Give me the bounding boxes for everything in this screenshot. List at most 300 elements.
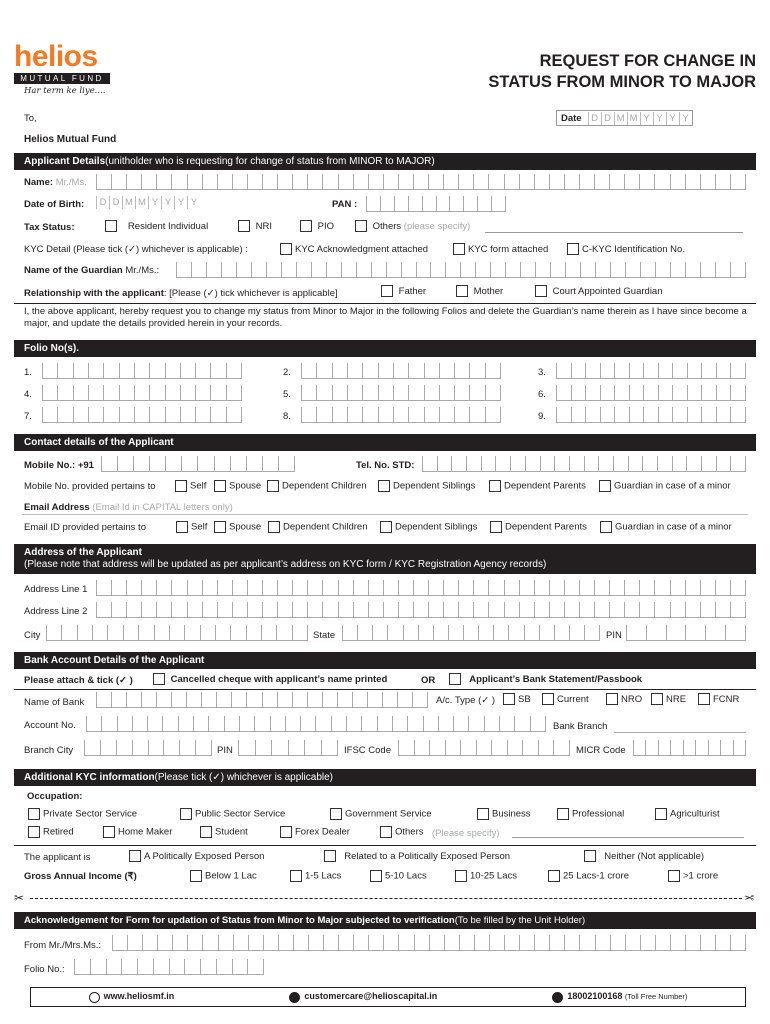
checkbox[interactable] <box>176 521 188 533</box>
folio-input[interactable] <box>42 407 242 423</box>
char-box[interactable] <box>519 580 534 596</box>
char-box[interactable] <box>609 580 624 596</box>
char-box[interactable] <box>331 716 346 732</box>
char-box[interactable] <box>564 935 579 951</box>
char-box[interactable] <box>236 262 251 278</box>
char-box[interactable] <box>624 174 639 190</box>
char-box[interactable] <box>700 580 715 596</box>
char-box[interactable] <box>584 456 599 472</box>
char-box[interactable] <box>149 363 164 379</box>
char-box[interactable] <box>171 174 186 190</box>
char-box[interactable] <box>639 174 654 190</box>
char-box[interactable] <box>438 716 453 732</box>
char-box[interactable] <box>193 716 208 732</box>
char-box[interactable] <box>428 174 443 190</box>
char-box[interactable] <box>418 625 433 641</box>
char-box[interactable] <box>262 174 277 190</box>
char-box[interactable] <box>534 580 549 596</box>
char-box[interactable] <box>504 602 519 618</box>
char-box[interactable] <box>393 407 408 423</box>
char-box[interactable] <box>195 407 210 423</box>
char-box[interactable] <box>304 740 321 756</box>
char-box[interactable] <box>473 580 488 596</box>
char-box[interactable] <box>201 692 216 708</box>
char-box[interactable] <box>398 935 413 951</box>
char-box[interactable] <box>377 716 392 732</box>
char-box[interactable] <box>281 262 296 278</box>
char-box[interactable] <box>579 580 594 596</box>
char-box[interactable] <box>413 174 428 190</box>
char-box[interactable] <box>353 174 368 190</box>
char-box[interactable] <box>549 174 564 190</box>
char-box[interactable] <box>292 602 307 618</box>
char-box[interactable] <box>408 385 423 401</box>
char-box[interactable] <box>670 174 685 190</box>
checkbox[interactable] <box>105 220 117 232</box>
char-box[interactable] <box>126 580 141 596</box>
char-box[interactable] <box>352 692 367 708</box>
char-box[interactable] <box>96 602 111 618</box>
checkbox-option[interactable] <box>176 521 207 533</box>
char-box[interactable] <box>276 625 291 641</box>
char-box[interactable] <box>554 625 569 641</box>
char-box[interactable] <box>90 959 106 975</box>
char-box[interactable] <box>477 196 491 212</box>
ac-nro[interactable]: NRO <box>606 693 642 705</box>
char-box[interactable] <box>117 716 132 732</box>
char-box[interactable] <box>565 262 580 278</box>
char-box[interactable] <box>301 363 316 379</box>
char-box[interactable] <box>307 174 322 190</box>
char-box[interactable] <box>316 363 331 379</box>
char-box[interactable] <box>215 625 230 641</box>
checkbox-option[interactable] <box>268 521 368 533</box>
char-box[interactable] <box>132 740 148 756</box>
cheque-option[interactable]: Cancelled cheque with applicant’s name printed <box>153 673 387 685</box>
name-input[interactable] <box>96 174 746 190</box>
char-box[interactable] <box>73 407 88 423</box>
char-box[interactable] <box>138 625 153 641</box>
checkbox-option[interactable] <box>190 870 257 882</box>
checkbox[interactable] <box>370 870 382 882</box>
checkbox-option[interactable] <box>180 808 285 820</box>
char-box[interactable] <box>646 625 666 641</box>
char-box[interactable] <box>429 740 445 756</box>
char-box[interactable] <box>585 385 600 401</box>
tax-nri[interactable]: NRI <box>238 220 272 232</box>
checkbox[interactable] <box>28 808 40 820</box>
char-box[interactable] <box>730 602 745 618</box>
char-box[interactable] <box>371 262 386 278</box>
footer-phone[interactable]: 18002100168 (Toll Free Number) <box>552 991 687 1002</box>
char-box[interactable] <box>519 602 534 618</box>
char-box[interactable] <box>478 625 493 641</box>
pan-input[interactable] <box>366 196 506 212</box>
char-box[interactable] <box>57 363 72 379</box>
char-box[interactable] <box>171 692 186 708</box>
char-box[interactable] <box>600 385 615 401</box>
checkbox-option[interactable] <box>267 480 367 492</box>
checkbox[interactable] <box>477 808 489 820</box>
char-box[interactable] <box>730 407 745 423</box>
folio-input[interactable] <box>556 385 746 401</box>
char-box[interactable] <box>301 407 316 423</box>
char-box[interactable] <box>730 580 745 596</box>
char-box[interactable] <box>408 407 423 423</box>
char-box[interactable] <box>595 935 610 951</box>
char-box[interactable] <box>322 580 337 596</box>
char-box[interactable] <box>422 196 436 212</box>
checkbox-option[interactable] <box>455 870 517 882</box>
char-box[interactable] <box>687 385 702 401</box>
char-box[interactable] <box>368 580 383 596</box>
char-box[interactable] <box>156 602 171 618</box>
char-box[interactable] <box>292 174 307 190</box>
folio-input[interactable] <box>42 385 242 401</box>
checkbox[interactable] <box>267 480 279 492</box>
char-box[interactable] <box>549 935 564 951</box>
char-box[interactable] <box>700 935 715 951</box>
char-box[interactable] <box>292 692 307 708</box>
char-box[interactable] <box>184 625 199 641</box>
ack-from-input[interactable] <box>112 935 746 951</box>
char-box[interactable] <box>730 262 745 278</box>
char-box[interactable] <box>520 262 535 278</box>
char-box[interactable] <box>458 580 473 596</box>
char-box[interactable] <box>715 935 730 951</box>
dob-input[interactable]: D D M M Y Y Y Y <box>96 196 200 209</box>
char-box[interactable] <box>181 456 197 472</box>
char-box[interactable] <box>424 407 439 423</box>
char-box[interactable] <box>153 959 169 975</box>
char-box[interactable] <box>292 625 307 641</box>
char-box[interactable] <box>149 407 164 423</box>
char-box[interactable] <box>594 580 609 596</box>
char-box[interactable] <box>103 385 118 401</box>
char-box[interactable] <box>643 363 658 379</box>
checkbox[interactable] <box>175 480 187 492</box>
checkbox-option[interactable] <box>490 521 587 533</box>
char-box[interactable] <box>307 692 322 708</box>
char-box[interactable] <box>401 262 416 278</box>
char-box[interactable] <box>218 935 233 951</box>
char-box[interactable] <box>508 625 523 641</box>
address-line-2-input[interactable] <box>96 602 746 618</box>
char-box[interactable] <box>672 407 687 423</box>
char-box[interactable] <box>296 262 311 278</box>
char-box[interactable] <box>670 602 685 618</box>
char-box[interactable] <box>111 692 126 708</box>
char-box[interactable] <box>217 174 232 190</box>
char-box[interactable] <box>107 625 122 641</box>
char-box[interactable] <box>614 363 629 379</box>
account-no-input[interactable] <box>86 716 546 732</box>
checkbox[interactable] <box>280 826 292 838</box>
char-box[interactable] <box>141 580 156 596</box>
char-box[interactable] <box>156 580 171 596</box>
folio-input[interactable] <box>301 407 501 423</box>
char-box[interactable] <box>614 385 629 401</box>
char-box[interactable] <box>579 174 594 190</box>
char-box[interactable] <box>454 407 469 423</box>
char-box[interactable] <box>585 363 600 379</box>
char-box[interactable] <box>686 456 701 472</box>
char-box[interactable] <box>321 740 338 756</box>
checkbox[interactable] <box>557 808 569 820</box>
char-box[interactable] <box>514 716 529 732</box>
char-box[interactable] <box>77 625 92 641</box>
pep-related[interactable]: Related to a Politically Exposed Person <box>324 850 510 862</box>
char-box[interactable] <box>398 602 413 618</box>
char-box[interactable] <box>393 363 408 379</box>
char-box[interactable] <box>178 716 193 732</box>
checkbox-option[interactable] <box>378 480 475 492</box>
checkbox[interactable] <box>655 808 667 820</box>
char-box[interactable] <box>368 174 383 190</box>
char-box[interactable] <box>202 935 217 951</box>
char-box[interactable] <box>443 174 458 190</box>
char-box[interactable] <box>658 407 673 423</box>
char-box[interactable] <box>332 363 347 379</box>
char-box[interactable] <box>468 716 483 732</box>
char-box[interactable] <box>214 456 230 472</box>
char-box[interactable] <box>163 740 179 756</box>
char-box[interactable] <box>307 602 322 618</box>
char-box[interactable] <box>584 625 599 641</box>
char-box[interactable] <box>246 456 262 472</box>
char-box[interactable] <box>383 580 398 596</box>
char-box[interactable] <box>61 625 76 641</box>
char-box[interactable] <box>316 407 331 423</box>
char-box[interactable] <box>685 602 700 618</box>
char-box[interactable] <box>639 602 654 618</box>
char-box[interactable] <box>429 935 444 951</box>
char-box[interactable] <box>46 625 61 641</box>
char-box[interactable] <box>408 363 423 379</box>
char-box[interactable] <box>191 262 206 278</box>
char-box[interactable] <box>610 262 625 278</box>
char-box[interactable] <box>670 740 682 756</box>
char-box[interactable] <box>666 625 686 641</box>
char-box[interactable] <box>263 935 278 951</box>
char-box[interactable] <box>255 740 272 756</box>
char-box[interactable] <box>443 602 458 618</box>
char-box[interactable] <box>458 174 473 190</box>
char-box[interactable] <box>715 174 730 190</box>
char-box[interactable] <box>445 740 461 756</box>
char-box[interactable] <box>460 262 475 278</box>
char-box[interactable] <box>137 959 153 975</box>
char-box[interactable] <box>141 174 156 190</box>
char-box[interactable] <box>504 580 519 596</box>
char-box[interactable] <box>347 363 362 379</box>
char-box[interactable] <box>685 625 705 641</box>
char-box[interactable] <box>687 363 702 379</box>
checkbox-option[interactable] <box>489 480 586 492</box>
char-box[interactable] <box>383 174 398 190</box>
char-box[interactable] <box>288 740 305 756</box>
char-box[interactable] <box>481 456 496 472</box>
char-box[interactable] <box>103 363 118 379</box>
char-box[interactable] <box>392 716 407 732</box>
tax-others-line[interactable] <box>485 232 743 233</box>
char-box[interactable] <box>208 716 223 732</box>
char-box[interactable] <box>408 196 422 212</box>
tax-others[interactable]: Others (please specify) <box>355 220 470 232</box>
char-box[interactable] <box>685 580 700 596</box>
char-box[interactable] <box>716 456 731 472</box>
char-box[interactable] <box>564 602 579 618</box>
char-box[interactable] <box>519 174 534 190</box>
folio-input[interactable] <box>301 385 501 401</box>
char-box[interactable] <box>695 740 707 756</box>
char-box[interactable] <box>57 407 72 423</box>
char-box[interactable] <box>534 174 549 190</box>
char-box[interactable] <box>338 602 353 618</box>
char-box[interactable] <box>657 456 672 472</box>
email-input[interactable] <box>22 514 748 515</box>
city-input[interactable] <box>46 625 308 641</box>
char-box[interactable] <box>254 716 269 732</box>
char-box[interactable] <box>165 407 180 423</box>
char-box[interactable] <box>628 456 643 472</box>
char-box[interactable] <box>658 385 673 401</box>
char-box[interactable] <box>134 385 149 401</box>
char-box[interactable] <box>507 740 523 756</box>
char-box[interactable] <box>111 174 126 190</box>
char-box[interactable] <box>454 363 469 379</box>
char-box[interactable] <box>362 407 377 423</box>
state-input[interactable] <box>342 625 600 641</box>
char-box[interactable] <box>540 456 555 472</box>
char-box[interactable] <box>580 262 595 278</box>
char-box[interactable] <box>271 740 288 756</box>
char-box[interactable] <box>413 580 428 596</box>
char-box[interactable] <box>655 935 670 951</box>
char-box[interactable] <box>448 625 463 641</box>
ac-sb[interactable]: SB <box>503 693 531 705</box>
checkbox-option[interactable] <box>330 808 432 820</box>
checkbox[interactable] <box>380 826 392 838</box>
char-box[interactable] <box>121 959 137 975</box>
char-box[interactable] <box>624 580 639 596</box>
char-box[interactable] <box>230 456 246 472</box>
char-box[interactable] <box>353 580 368 596</box>
char-box[interactable] <box>428 602 443 618</box>
checkbox-option[interactable] <box>477 808 531 820</box>
char-box[interactable] <box>640 935 655 951</box>
char-box[interactable] <box>488 602 503 618</box>
checkbox-option[interactable] <box>370 870 427 882</box>
char-box[interactable] <box>278 935 293 951</box>
char-box[interactable] <box>117 456 133 472</box>
char-box[interactable] <box>112 935 127 951</box>
checkbox[interactable] <box>290 870 302 882</box>
char-box[interactable] <box>127 935 142 951</box>
char-box[interactable] <box>96 580 111 596</box>
char-box[interactable] <box>154 625 169 641</box>
char-box[interactable] <box>148 740 164 756</box>
char-box[interactable] <box>171 580 186 596</box>
char-box[interactable] <box>262 602 277 618</box>
char-box[interactable] <box>230 625 245 641</box>
char-box[interactable] <box>216 692 231 708</box>
char-box[interactable] <box>534 935 549 951</box>
char-box[interactable] <box>323 935 338 951</box>
char-box[interactable] <box>625 935 640 951</box>
char-box[interactable] <box>74 959 90 975</box>
rel-father[interactable]: Father <box>381 285 426 297</box>
char-box[interactable] <box>534 602 549 618</box>
char-box[interactable] <box>187 602 202 618</box>
char-box[interactable] <box>598 456 613 472</box>
char-box[interactable] <box>685 174 700 190</box>
char-box[interactable] <box>169 625 184 641</box>
char-box[interactable] <box>195 385 210 401</box>
char-box[interactable] <box>642 456 657 472</box>
char-box[interactable] <box>342 625 357 641</box>
char-box[interactable] <box>489 935 504 951</box>
char-box[interactable] <box>398 580 413 596</box>
char-box[interactable] <box>564 174 579 190</box>
char-box[interactable] <box>439 385 454 401</box>
char-box[interactable] <box>600 363 615 379</box>
char-box[interactable] <box>393 385 408 401</box>
char-box[interactable] <box>398 740 414 756</box>
char-box[interactable] <box>525 456 540 472</box>
char-box[interactable] <box>504 935 519 951</box>
char-box[interactable] <box>362 363 377 379</box>
char-box[interactable] <box>42 407 57 423</box>
char-box[interactable] <box>101 716 116 732</box>
char-box[interactable] <box>585 407 600 423</box>
statement-option[interactable]: Applicant’s Bank Statement/Passbook <box>449 673 642 685</box>
char-box[interactable] <box>433 625 448 641</box>
char-box[interactable] <box>629 407 644 423</box>
checkbox-option[interactable] <box>28 826 74 838</box>
char-box[interactable] <box>176 262 191 278</box>
char-box[interactable] <box>247 580 262 596</box>
char-box[interactable] <box>119 363 134 379</box>
checkbox-option[interactable] <box>380 521 477 533</box>
char-box[interactable] <box>505 262 520 278</box>
char-box[interactable] <box>116 740 132 756</box>
char-box[interactable] <box>654 580 669 596</box>
char-box[interactable] <box>126 692 141 708</box>
char-box[interactable] <box>337 692 352 708</box>
char-box[interactable] <box>387 625 402 641</box>
checkbox-option[interactable] <box>548 870 629 882</box>
char-box[interactable] <box>96 692 111 708</box>
char-box[interactable] <box>266 262 281 278</box>
char-box[interactable] <box>654 602 669 618</box>
char-box[interactable] <box>195 363 210 379</box>
char-box[interactable] <box>231 692 246 708</box>
char-box[interactable] <box>564 580 579 596</box>
ifsc-input[interactable] <box>398 740 570 756</box>
footer-email[interactable]: customercare@helioscapital.in <box>289 991 437 1002</box>
checkbox-option[interactable] <box>290 870 341 882</box>
char-box[interactable] <box>101 456 117 472</box>
char-box[interactable] <box>412 692 427 708</box>
char-box[interactable] <box>594 602 609 618</box>
char-box[interactable] <box>424 385 439 401</box>
char-box[interactable] <box>416 262 431 278</box>
folio-input[interactable] <box>556 407 746 423</box>
char-box[interactable] <box>202 602 217 618</box>
char-box[interactable] <box>556 363 571 379</box>
char-box[interactable] <box>469 363 484 379</box>
